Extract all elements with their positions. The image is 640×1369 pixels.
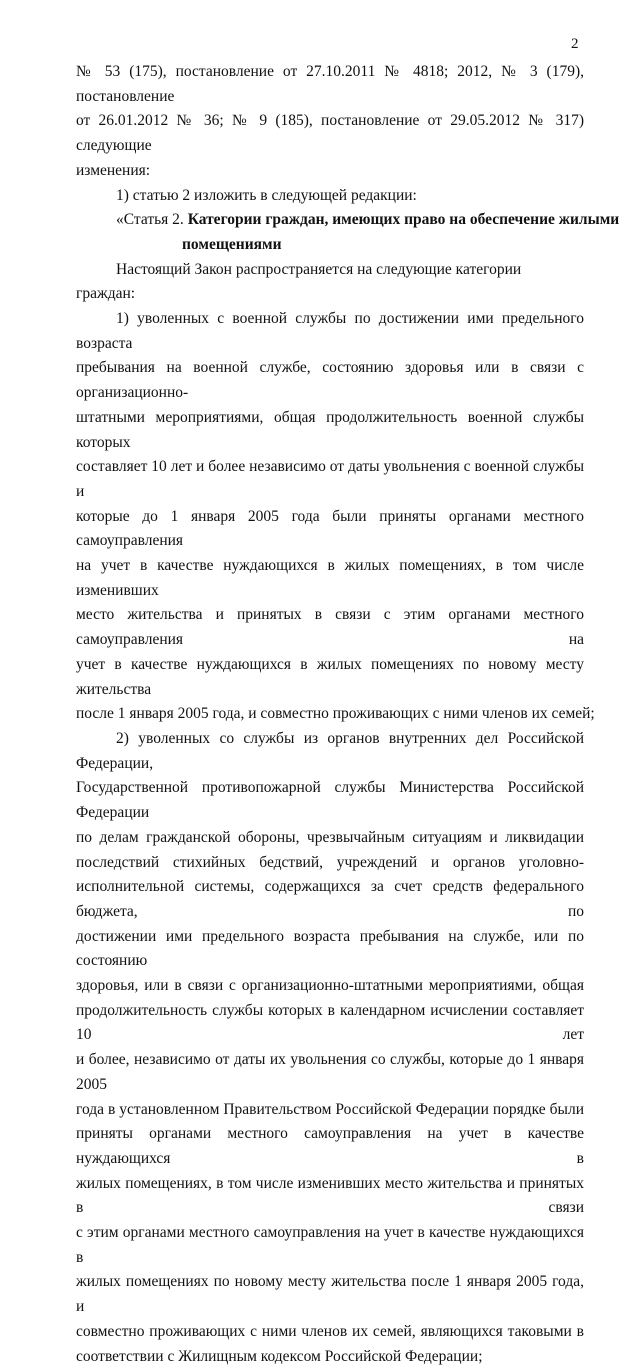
text-line: продолжительность службы которых в календарном исчислении составляет 10 лет [76,1001,584,1044]
text-line: года в установленном Правительством Российской Федерации порядке были [76,1100,584,1118]
text-line: после 1 января 2005 года, и совместно проживающих с ними членов их семей; [76,705,595,723]
scope-paragraph [76,258,584,307]
scope-text: Настоящий Закон распространяется на следующие категории граждан: [76,260,522,303]
category-item-2 [76,727,584,1369]
article-title: Категории граждан, имеющих право на обеспечение жилыми [187,211,620,229]
text-line: № 53 (175), постановление от 27.10.2011 № 4818; 2012, № 3 (179), постановление [76,63,584,105]
text-line: приняты органами местного самоуправления на учет в качестве нуждающихся в [76,1125,584,1167]
text-line: учет в качестве нуждающихся в жилых помещениях по новому месту жительства [76,655,584,698]
article-heading [76,208,620,257]
text-line: жилых помещениях, в том числе изменивших место жительства и принятых в связи [76,1174,584,1217]
text-line: и более, независимо от даты их увольнения со службы, которые до 1 января 2005 [76,1051,584,1093]
text-line: пребывания на военной службе, состоянию здоровья или в связи с организационно- [76,359,584,402]
text-line: которые до 1 января 2005 года были приняты органами местного самоуправления [76,507,584,550]
document-body [76,60,620,1369]
text-line: последствий стихийных бедствий, учреждений и органов уголовно- [76,853,584,871]
text-line: изменения: [76,161,151,179]
amendment-item [76,184,584,209]
text-line: на учет в качестве нуждающихся в жилых помещениях, в том числе изменивших [76,557,584,599]
text-line: 1) уволенных с военной службы по достижении ими предельного возраста [76,310,584,352]
text-line: штатными мероприятиями, общая продолжительность военной службы которых [76,408,584,451]
text-line: 2) уволенных со службы из органов внутренних дел Российской Федерации, [76,729,584,772]
text-line: с этим органами местного самоуправления на учет в качестве нуждающихся в [76,1224,584,1266]
text-line: жилых помещениях по новому месту жительства после 1 января 2005 года, и [76,1273,584,1316]
article-title-continuation: помещениями [182,235,282,253]
text-line: место жительства и принятых в связи с этим органами местного самоуправления на [76,606,584,649]
text-line: достижении ими предельного возраста пребывания на службе, или по состоянию [76,927,584,970]
text-line: составляет 10 лет и более независимо от даты увольнения с военной службы и [76,458,584,500]
text-line: совместно проживающих с ними членов их семей, являющихся таковыми в [76,1322,584,1340]
page-number: 2 [571,36,579,52]
intro-paragraph [76,60,584,184]
category-item-1 [76,307,595,727]
text-line: Государственной противопожарной службы Министерства Российской Федерации [76,779,584,822]
text-line: здоровья, или в связи с организационно-штатными мероприятиями, общая [76,977,584,995]
text-line: соответствии с Жилищным кодексом Российской Федерации; [76,1347,483,1365]
amendment-item-text: 1) статью 2 изложить в следующей редакции: [116,186,417,204]
text-line: исполнительной системы, содержащихся за счет средств федерального бюджета, по [76,878,584,920]
article-prefix: «Статья 2. [116,211,184,229]
text-line: от 26.01.2012 № 36; № 9 (185), постановление от 29.05.2012 № 317) следующие [76,112,584,155]
text-line: по делам гражданской обороны, чрезвычайным ситуациям и ликвидации [76,828,584,846]
